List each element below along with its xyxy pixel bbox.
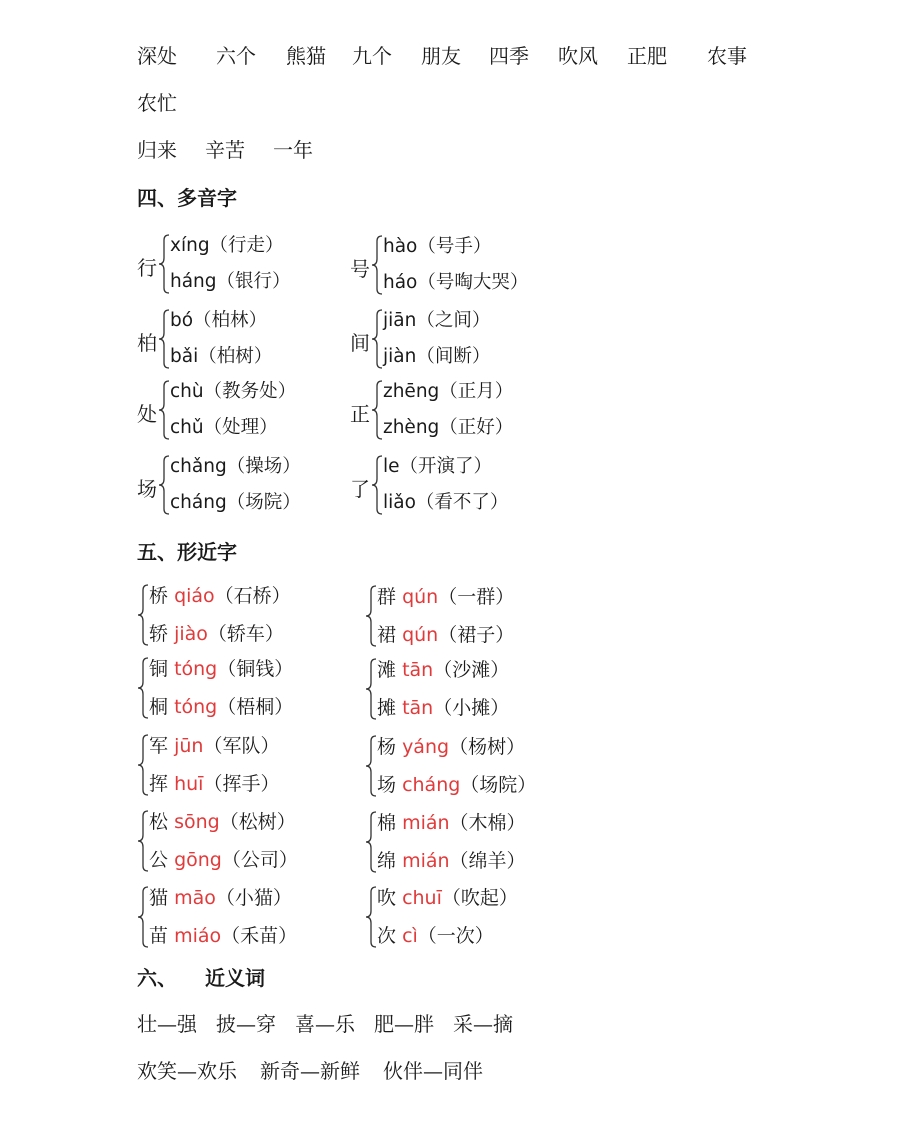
brace-icon [365, 886, 377, 948]
pair-row-1 [377, 811, 526, 835]
pair-pinyin: miáo [174, 925, 222, 947]
word: 一年 [273, 138, 313, 162]
pair-row-1 [377, 886, 518, 910]
pair-pinyin: gōng [174, 849, 222, 871]
pair-char: 摊 [377, 697, 397, 719]
pair-pinyin: jūn [174, 735, 204, 757]
pair-word: （军队） [203, 735, 280, 757]
word-line-3 [137, 138, 313, 162]
word: 六个 [216, 44, 256, 68]
brace-icon [158, 234, 170, 294]
polyphone-char: 号 [350, 257, 370, 281]
word: 朋友 [421, 44, 461, 68]
pair-char: 苗 [149, 925, 169, 947]
section-heading-synonyms [137, 966, 265, 990]
pair-char: 群 [377, 586, 397, 608]
pair-pinyin: yáng [402, 736, 450, 758]
pair-pinyin: cì [402, 925, 418, 947]
polyphone-char: 处 [137, 402, 157, 426]
pair-word: （禾苗） [221, 925, 298, 947]
synonym-line-1 [137, 1012, 513, 1036]
pair-word: （挥手） [203, 773, 280, 795]
pair-pinyin: mián [402, 812, 450, 834]
reading-1: xíng（行走） [170, 235, 284, 256]
reading-2: jiàn（间断） [383, 346, 491, 367]
section-heading-similar-chars [137, 540, 237, 564]
pair-row-1 [149, 810, 296, 834]
pair-row-1 [149, 584, 291, 608]
word: 熊猫 [286, 44, 326, 68]
reading-2: chǔ（处理） [170, 417, 278, 438]
synonym-pair: 采—摘 [453, 1012, 513, 1036]
brace-icon [365, 735, 377, 797]
synonym-pair: 披—穿 [216, 1012, 276, 1036]
pair-char: 裙 [377, 624, 397, 646]
pair-row-2 [377, 924, 494, 948]
polyphone-char: 行 [137, 256, 157, 280]
pair-char: 桥 [149, 585, 169, 607]
pair-row-1 [149, 657, 293, 681]
word: 归来 [137, 138, 177, 162]
brace-icon [137, 810, 149, 872]
polyphone-char: 柏 [137, 331, 157, 355]
pair-word: （沙滩） [433, 659, 510, 681]
pair-char: 松 [149, 811, 169, 833]
pair-pinyin: tóng [174, 658, 218, 680]
pair-row-1 [149, 734, 279, 758]
reading-1: zhēng（正月） [383, 381, 514, 402]
reading-1: jiān（之间） [383, 310, 491, 331]
synonym-pair: 伙伴—同伴 [383, 1059, 483, 1083]
pair-pinyin: jiào [174, 623, 208, 645]
pair-row-2 [377, 849, 526, 873]
pair-char: 轿 [149, 623, 169, 645]
pair-word: （铜钱） [217, 658, 294, 680]
pair-row-2 [377, 623, 514, 647]
pair-word: （一次） [417, 925, 494, 947]
reading-1: chǎng（操场） [170, 456, 301, 477]
pair-pinyin: māo [174, 887, 216, 909]
pair-row-2 [149, 622, 284, 646]
section-number: 四、 [137, 186, 177, 210]
pair-char: 桐 [149, 696, 169, 718]
pair-row-1 [149, 886, 292, 910]
pair-char: 场 [377, 774, 397, 796]
reading-1: chù（教务处） [170, 381, 297, 402]
pair-pinyin: mián [402, 850, 450, 872]
synonym-pair: 欢笑—欢乐 [137, 1059, 237, 1083]
pair-char: 绵 [377, 850, 397, 872]
brace-icon [371, 309, 383, 369]
section-title: 多音字 [177, 186, 237, 210]
brace-icon [158, 309, 170, 369]
section-title: 形近字 [177, 540, 237, 564]
polyphone-char: 场 [137, 477, 157, 501]
reading-2: háo（号啕大哭） [383, 272, 529, 293]
pair-char: 军 [149, 735, 169, 757]
word: 辛苦 [205, 138, 245, 162]
polyphone-char: 了 [350, 477, 370, 501]
word: 九个 [352, 44, 392, 68]
pair-char: 公 [149, 849, 169, 871]
synonym-pair: 肥—胖 [374, 1012, 434, 1036]
pair-pinyin: tān [402, 659, 434, 681]
pair-row-2 [377, 696, 509, 720]
reading-2: bǎi（柏树） [170, 346, 273, 367]
reading-2: háng（银行） [170, 271, 291, 292]
word-line-1 [137, 44, 747, 68]
pair-row-1 [377, 585, 514, 609]
pair-word: （轿车） [207, 623, 284, 645]
pair-pinyin: huī [174, 773, 204, 795]
polyphone-char: 间 [350, 331, 370, 355]
pair-char: 杨 [377, 736, 397, 758]
pair-word: （一群） [438, 586, 515, 608]
brace-icon [371, 235, 383, 295]
reading-1: le（开演了） [383, 456, 493, 477]
brace-icon [137, 584, 149, 646]
pair-word: （松树） [219, 811, 296, 833]
pair-word: （场院） [460, 774, 537, 796]
section-number: 六、 [137, 966, 177, 990]
word: 四季 [489, 44, 529, 68]
pair-pinyin: tóng [174, 696, 218, 718]
brace-icon [137, 886, 149, 948]
pair-pinyin: cháng [402, 774, 461, 796]
brace-icon [371, 380, 383, 440]
pair-pinyin: qún [402, 624, 439, 646]
brace-icon [371, 455, 383, 515]
brace-icon [158, 455, 170, 515]
synonym-line-2 [137, 1059, 483, 1083]
pair-char: 挥 [149, 773, 169, 795]
synonym-pair: 喜—乐 [295, 1012, 355, 1036]
reading-2: cháng（场院） [170, 492, 301, 513]
word: 深处 [137, 44, 177, 68]
pair-char: 次 [377, 925, 397, 947]
pair-pinyin: chuī [402, 887, 442, 909]
brace-icon [365, 585, 377, 647]
pair-row-2 [149, 848, 298, 872]
pair-word: （吹起） [441, 887, 518, 909]
synonym-pair: 新奇—新鲜 [260, 1059, 360, 1083]
pair-char: 猫 [149, 887, 169, 909]
brace-icon [365, 658, 377, 720]
pair-row-2 [149, 695, 293, 719]
word: 农事 [707, 44, 747, 68]
word: 农忙 [137, 91, 177, 115]
pair-word: （裙子） [438, 624, 515, 646]
brace-icon [365, 811, 377, 873]
word: 吹风 [558, 44, 598, 68]
pair-word: （公司） [221, 849, 298, 871]
pair-pinyin: qiáo [174, 585, 215, 607]
section-title: 近义词 [205, 966, 265, 990]
brace-icon [137, 657, 149, 719]
pair-word: （小摊） [433, 697, 510, 719]
pair-word: （木棉） [449, 812, 526, 834]
pair-row-2 [149, 772, 279, 796]
reading-1: bó（柏林） [170, 310, 268, 331]
polyphone-char: 正 [350, 402, 370, 426]
brace-icon [137, 734, 149, 796]
pair-pinyin: tān [402, 697, 434, 719]
pair-word: （小猫） [215, 887, 292, 909]
reading-1: hào（号手） [383, 236, 492, 257]
pair-char: 吹 [377, 887, 397, 909]
pair-word: （绵羊） [449, 850, 526, 872]
word: 正肥 [627, 44, 667, 68]
pair-row-1 [377, 735, 525, 759]
pair-pinyin: sōng [174, 811, 220, 833]
pair-word: （梧桐） [217, 696, 294, 718]
pair-word: （石桥） [214, 585, 291, 607]
synonym-pair: 壮—强 [137, 1012, 197, 1036]
pair-word: （杨树） [449, 736, 526, 758]
brace-icon [158, 380, 170, 440]
pair-row-2 [149, 924, 297, 948]
reading-2: liǎo（看不了） [383, 492, 509, 513]
pair-row-2 [377, 773, 536, 797]
word-line-2 [137, 91, 177, 115]
section-heading-polyphones [137, 186, 237, 210]
section-number: 五、 [137, 540, 177, 564]
pair-pinyin: qún [402, 586, 439, 608]
pair-char: 滩 [377, 659, 397, 681]
pair-row-1 [377, 658, 509, 682]
pair-char: 棉 [377, 812, 397, 834]
pair-char: 铜 [149, 658, 169, 680]
reading-2: zhèng（正好） [383, 417, 514, 438]
